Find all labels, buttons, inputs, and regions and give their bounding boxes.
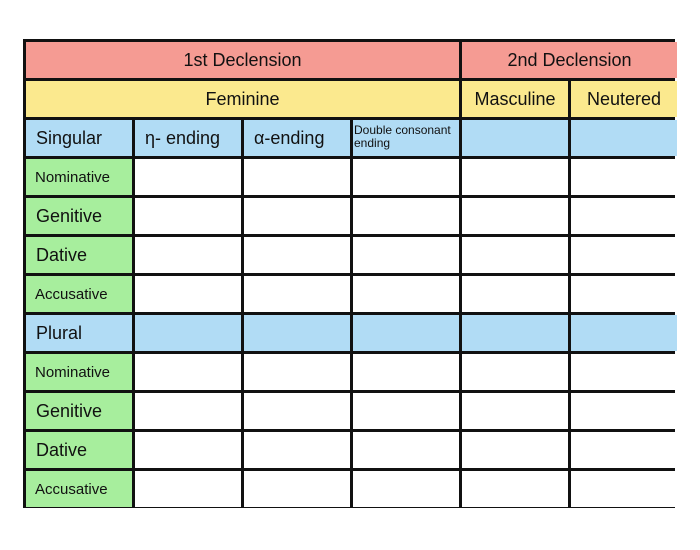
plural-header-cell [135,315,241,351]
table-cell[interactable] [571,393,677,429]
table-cell[interactable] [571,471,677,507]
table-cell[interactable] [462,276,568,312]
masculine-singular-header-cell [462,120,568,156]
table-cell[interactable] [353,432,459,468]
plural-header-cell [244,315,350,351]
table-cell[interactable] [353,198,459,234]
table-cell[interactable] [353,471,459,507]
table-cell[interactable] [135,237,241,273]
table-cell[interactable] [135,276,241,312]
table-cell[interactable] [353,237,459,273]
table-cell[interactable] [571,198,677,234]
table-cell[interactable] [353,276,459,312]
eta-ending-header: η- ending [135,120,241,156]
table-cell[interactable] [244,471,350,507]
header-neutered: Neutered [571,81,677,117]
plural-label: Plural [26,315,132,351]
plural-header-cell [353,315,459,351]
header-2nd-declension: 2nd Declension [462,42,677,78]
declension-table [23,39,675,508]
table-cell[interactable] [462,198,568,234]
plural-case-label: Dative [26,432,132,468]
table-cell[interactable] [462,354,568,390]
table-cell[interactable] [135,198,241,234]
neutered-singular-header-cell [571,120,677,156]
table-cell[interactable] [571,432,677,468]
plural-case-label: Genitive [26,393,132,429]
singular-label: Singular [26,120,132,156]
alpha-ending-header: α-ending [244,120,350,156]
header-1st-declension: 1st Declension [26,42,459,78]
table-cell[interactable] [135,393,241,429]
table-cell[interactable] [244,198,350,234]
table-cell[interactable] [135,159,241,195]
table-cell[interactable] [462,159,568,195]
plural-header-cell [462,315,568,351]
table-cell[interactable] [462,432,568,468]
table-cell[interactable] [353,354,459,390]
table-cell[interactable] [244,276,350,312]
table-cell[interactable] [353,159,459,195]
table-cell[interactable] [462,393,568,429]
table-cell[interactable] [135,354,241,390]
singular-case-label: Dative [26,237,132,273]
plural-case-label: Nominative [26,354,132,390]
plural-case-label: Accusative [26,471,132,507]
header-masculine: Masculine [462,81,568,117]
table-cell[interactable] [135,471,241,507]
table-cell[interactable] [244,354,350,390]
singular-case-label: Genitive [26,198,132,234]
double-consonant-header: Double consonant ending [353,120,459,156]
singular-case-label: Nominative [26,159,132,195]
singular-case-label: Accusative [26,276,132,312]
table-cell[interactable] [462,471,568,507]
table-cell[interactable] [353,393,459,429]
table-cell[interactable] [244,432,350,468]
plural-header-cell [571,315,677,351]
table-cell[interactable] [462,237,568,273]
table-cell[interactable] [135,432,241,468]
table-cell[interactable] [244,393,350,429]
header-feminine: Feminine [26,81,459,117]
table-cell[interactable] [571,159,677,195]
table-cell[interactable] [571,276,677,312]
table-cell[interactable] [244,159,350,195]
table-cell[interactable] [571,237,677,273]
table-cell[interactable] [244,237,350,273]
table-cell[interactable] [571,354,677,390]
